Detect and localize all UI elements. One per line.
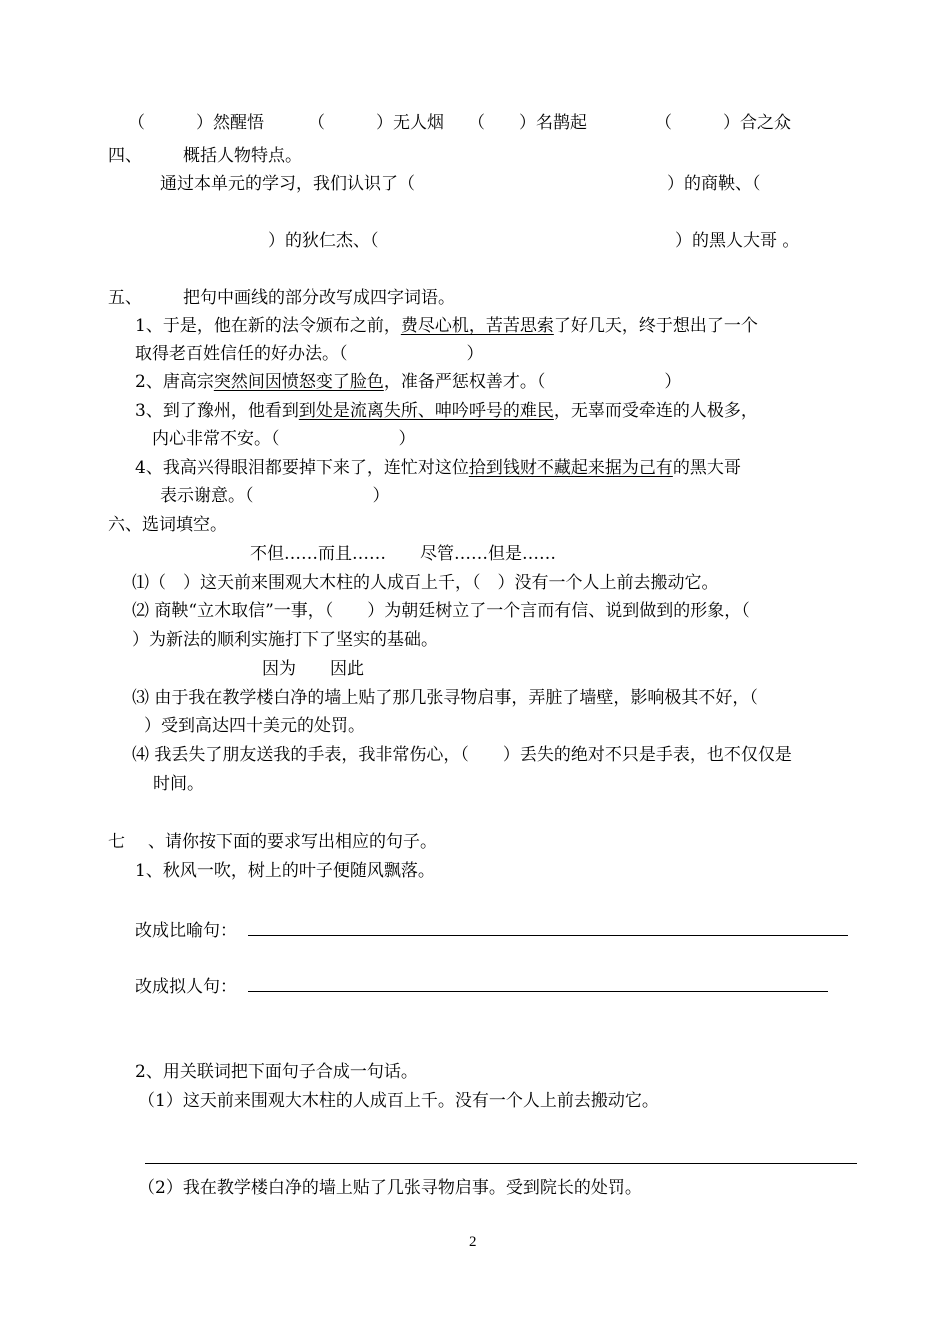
simile-label: 改成比喻句：	[135, 921, 237, 941]
section5-q1	[135, 315, 758, 337]
idiom-blank-4: （ ）合之众	[655, 113, 791, 133]
section5-q4	[135, 457, 741, 479]
section6-q1: ⑴（ ）这天前来围观大木柱的人成百上千，（ ）没有一个人上前去搬动它。	[132, 573, 719, 593]
personification-label: 改成拟人句：	[135, 977, 237, 997]
section4-line2-end: ）的黑人大哥 。	[675, 231, 800, 251]
section4-line1-end: ）的商鞅、（	[667, 174, 761, 194]
q2-text-after: ，准备严惩权善才。（ ）	[383, 372, 682, 392]
section5-heading: 把句中画线的部分改写成四字词语。	[183, 288, 455, 308]
section6-q2-line2: ）为新法的顺利实施打下了坚实的基础。	[132, 630, 438, 650]
q3-text-after: ，无辜而受牵连的人极多，	[553, 401, 758, 421]
section4-line1-start: 通过本单元的学习，我们认识了（	[160, 174, 415, 194]
section6-q4-line2: 时间。	[153, 774, 204, 794]
combine-answer-line[interactable]	[145, 1163, 857, 1164]
simile-answer-line[interactable]	[248, 935, 848, 936]
q3-text-before: 3、到了豫州，他看到	[135, 401, 299, 421]
q4-text-after: 的黑大哥	[672, 458, 741, 478]
section4-heading: 概括人物特点。	[183, 146, 302, 166]
q4-underlined-phrase: 拾到钱财不藏起来据为己有	[468, 458, 673, 478]
section5-number: 五、	[108, 288, 142, 308]
section7-number: 七	[108, 832, 125, 852]
section6-q3-line1: ⑶ 由于我在教学楼白净的墙上贴了那几张寻物启事，弄脏了墙壁，影响极其不好，（	[132, 688, 758, 708]
idiom-blank-3: （ ）名鹊起	[468, 113, 587, 133]
page-number: 2	[469, 1234, 477, 1250]
q1-underlined-phrase: 费尽心机，苦苦思索	[400, 316, 554, 336]
section7-heading: 、请你按下面的要求写出相应的句子。	[148, 832, 437, 852]
q3-underlined-phrase: 到处是流离失所、呻吟呼号的难民	[298, 401, 554, 421]
section7-q1: 1、秋风一吹，树上的叶子便随风飘落。	[135, 861, 435, 881]
q2-text-before: 2、唐高宗	[135, 372, 214, 392]
q1-text-after: 了好几天，终于想出了一个	[553, 316, 758, 336]
section4-line2-start: ）的狄仁杰、（	[268, 231, 379, 251]
section7-q2-sentence1: （1）这天前来围观大木柱的人成百上千。没有一个人上前去搬动它。	[138, 1091, 659, 1111]
section6-q3-line2: ）受到高达四十美元的处罚。	[144, 716, 365, 736]
q2-underlined-phrase: 突然间因愤怒变了脸色	[213, 372, 384, 392]
section7-q2: 2、用关联词把下面句子合成一句话。	[135, 1062, 418, 1082]
section5-q4-line2: 表示谢意。（ ）	[160, 486, 390, 506]
idiom-blank-1: （ ）然醒悟	[128, 113, 264, 133]
section6-q4-line1: ⑷ 我丢失了朋友送我的手表，我非常伤心，（ ）丢失的绝对不只是手表，也不仅仅是	[132, 745, 792, 765]
section6-heading: 六、选词填空。	[108, 515, 227, 535]
personification-answer-line[interactable]	[248, 991, 828, 992]
section5-q3-line2: 内心非常不安。（ ）	[152, 429, 416, 449]
section5-q3	[135, 400, 758, 422]
q1-text-before: 1、于是，他在新的法令颁布之前，	[135, 316, 401, 336]
section5-q1-line2: 取得老百姓信任的好办法。（ ）	[135, 344, 484, 364]
section5-q2	[135, 371, 681, 393]
section7-q2-sentence2: （2）我在教学楼白净的墙上贴了几张寻物启事。受到院长的处罚。	[138, 1178, 642, 1198]
section6-q2-line1: ⑵ 商鞅“立木取信”一事，（ ）为朝廷树立了一个言而有信、说到做到的形象，（	[132, 601, 750, 621]
section4-number: 四、	[108, 146, 142, 166]
q4-text-before: 4、我高兴得眼泪都要掉下来了，连忙对这位	[135, 458, 469, 478]
word-choices-1: 不但……而且…… 尽管……但是……	[250, 544, 556, 564]
word-choices-2: 因为 因此	[262, 659, 364, 679]
idiom-blank-2: （ ）无人烟	[308, 113, 444, 133]
